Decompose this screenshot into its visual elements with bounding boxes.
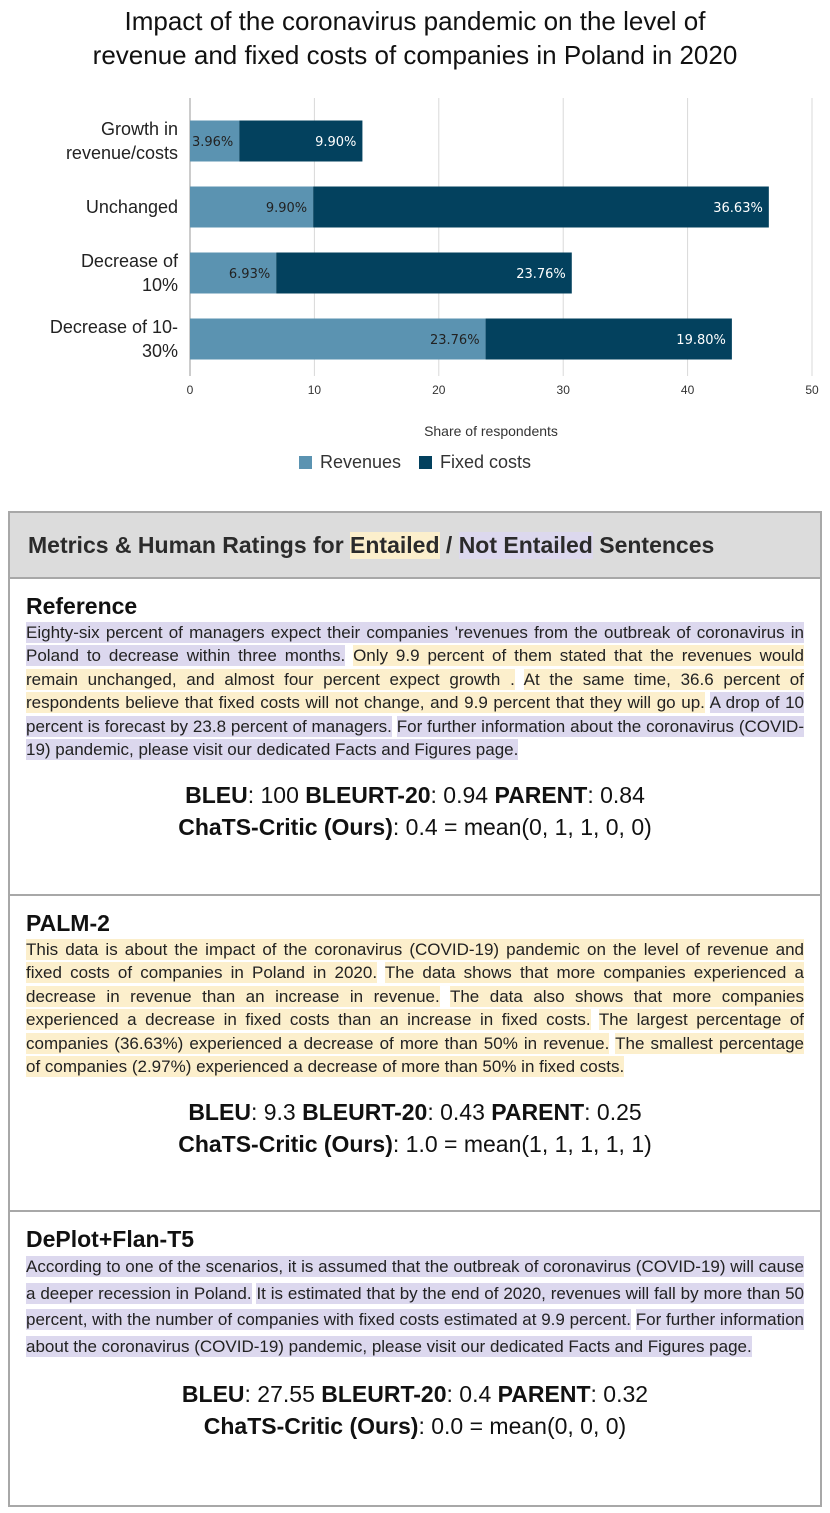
x-tick-label: 0 bbox=[186, 383, 194, 397]
metrics-line-chats bbox=[26, 1128, 804, 1160]
section-ref bbox=[10, 579, 820, 896]
bar-data-label: 23.76% bbox=[516, 267, 566, 282]
category-label-line: revenue/costs bbox=[65, 143, 178, 163]
bleu-value: : 27.55 bbox=[244, 1381, 322, 1407]
bleu-value: : 100 bbox=[247, 782, 306, 809]
metrics-block bbox=[26, 1096, 804, 1160]
bar-data-label: 23.76% bbox=[429, 333, 480, 348]
category-label bbox=[86, 197, 178, 217]
chats-value: : 1.0 = mean(1, 1, 1, 1, 1) bbox=[392, 1131, 652, 1158]
legend-item-revenues bbox=[299, 452, 401, 473]
bar-data-label: 9.90% bbox=[265, 201, 308, 216]
bleurt-label: BLEURT-20 bbox=[305, 782, 431, 809]
parent-value: : 0.25 bbox=[584, 1099, 642, 1126]
x-tick-label: 30 bbox=[556, 383, 570, 397]
bar-data-label: 9.90% bbox=[315, 135, 357, 150]
chart-legend bbox=[0, 452, 830, 473]
x-tick-label: 20 bbox=[432, 383, 446, 397]
header-suffix: Sentences bbox=[592, 531, 715, 558]
bar-data-label: 19.80% bbox=[676, 333, 726, 348]
parent-label: PARENT bbox=[497, 1381, 591, 1407]
bleu-label: BLEU bbox=[181, 1381, 245, 1407]
ratings-panel bbox=[8, 511, 822, 1507]
parent-label: PARENT bbox=[494, 782, 588, 809]
metrics-line-scores bbox=[26, 1096, 804, 1128]
chats-label: ChaTS-Critic (Ours) bbox=[178, 814, 393, 841]
section-deplot bbox=[10, 1212, 820, 1505]
category-label bbox=[66, 119, 178, 163]
bleu-label: BLEU bbox=[188, 1099, 251, 1126]
not-entailed-sentence: For further information about the coronavirus (COVID-19) pandemic, please visit our dedicated Facts and Figures page. bbox=[26, 1310, 804, 1356]
section-text bbox=[26, 938, 804, 1078]
metrics-block bbox=[26, 1378, 804, 1442]
metrics-line-scores bbox=[26, 779, 804, 811]
bar-data-label: 3.96% bbox=[191, 135, 234, 150]
category-label-line: 30% bbox=[141, 341, 178, 361]
category-label-line: Decrease of 10- bbox=[49, 317, 178, 337]
entailed-sentence: The data shows that more companies experienced a decrease in revenue than an increase in revenue. bbox=[26, 963, 804, 1006]
section-text bbox=[26, 621, 804, 761]
section-palm bbox=[10, 896, 820, 1212]
chart-title bbox=[0, 4, 830, 72]
legend-item-fixed-costs bbox=[419, 452, 531, 473]
section-text bbox=[26, 1254, 804, 1360]
parent-label: PARENT bbox=[491, 1099, 585, 1126]
category-label-line: Decrease of bbox=[80, 251, 178, 271]
entailed-sentence: At the same time, 36.6 percent of respondents believe that fixed costs will not change, and 9.9 percent that they will go up. bbox=[26, 669, 804, 713]
category-label-line: Growth in bbox=[100, 119, 178, 139]
bar-data-label: 36.63% bbox=[713, 201, 763, 216]
x-axis-label: Share of respondents bbox=[424, 423, 558, 439]
chart-title-line-1: Impact of the coronavirus pandemic on the level of bbox=[124, 6, 706, 36]
section-title: DePlot+Flan-T5 bbox=[26, 1226, 195, 1252]
header-entailed: Entailed bbox=[350, 531, 440, 558]
not-entailed-sentence: Eighty-six percent of managers expect their companies 'revenues from the outbreak of coronavirus in Poland to decrease within three months. bbox=[26, 623, 804, 666]
entailed-sentence: This data is about the impact of the coronavirus (COVID-19) pandemic on the level of revenue and fixed costs of companies in Poland in 2020. bbox=[26, 940, 804, 983]
bleurt-value: : 0.94 bbox=[430, 782, 495, 809]
not-entailed-sentence: A drop of 10 percent is forecast by 23.8 percent of managers. bbox=[26, 693, 804, 736]
legend-label-fixed-costs: Fixed costs bbox=[440, 452, 532, 472]
bleu-label: BLEU bbox=[185, 782, 248, 809]
chats-value: : 0.0 = mean(0, 0, 0) bbox=[418, 1413, 627, 1439]
section-title: Reference bbox=[26, 593, 138, 619]
bleurt-value: : 0.4 bbox=[446, 1381, 498, 1407]
chats-value: : 0.4 = mean(0, 1, 1, 0, 0) bbox=[392, 814, 652, 841]
entailed-sentence: The largest percentage of companies (36.63%) experienced a decrease of more than 50% in revenue. bbox=[26, 1010, 804, 1053]
category-label bbox=[81, 251, 179, 295]
category-label bbox=[50, 317, 178, 361]
metrics-block bbox=[26, 779, 804, 843]
chats-label: ChaTS-Critic (Ours) bbox=[178, 1131, 393, 1158]
bleurt-value: : 0.43 bbox=[427, 1099, 492, 1126]
metrics-line-scores bbox=[26, 1378, 804, 1410]
entailed-sentence: The smallest percentage of companies (2.97%) experienced a decrease of more than 50% in fixed costs. bbox=[26, 1033, 805, 1077]
bleurt-label: BLEURT-20 bbox=[302, 1099, 428, 1126]
bleurt-label: BLEURT-20 bbox=[321, 1381, 447, 1407]
bar-fixed-costs bbox=[313, 187, 769, 228]
legend-label-revenues: Revenues bbox=[319, 452, 402, 472]
legend-swatch-revenues bbox=[299, 456, 312, 469]
legend-swatch-fixed-costs bbox=[419, 456, 432, 469]
header-prefix: Metrics & Human Ratings for bbox=[28, 531, 351, 558]
bleu-value: : 9.3 bbox=[250, 1099, 303, 1126]
x-tick-label: 40 bbox=[680, 383, 695, 397]
x-tick-label: 10 bbox=[307, 383, 322, 397]
x-tick-label: 50 bbox=[805, 383, 819, 397]
not-entailed-sentence: It is estimated that by the end of 2020, revenues will fall by more than 50 percent, with the number of companies with fixed costs estimated at 9.9 percent. bbox=[26, 1283, 804, 1329]
entailed-sentence: The data also shows that more companies experienced a decrease in fixed costs than an increase in fixed costs. bbox=[26, 986, 805, 1030]
category-label-line: 10% bbox=[141, 275, 178, 295]
chats-label: ChaTS-Critic (Ours) bbox=[203, 1413, 419, 1439]
bar-chart bbox=[0, 90, 830, 446]
header-not-entailed: Not Entailed bbox=[458, 531, 593, 558]
category-label-line: Unchanged bbox=[85, 197, 178, 217]
not-entailed-sentence: For further information about the coronavirus (COVID-19) pandemic, please visit our dedicated Facts and Figures page. bbox=[26, 716, 804, 760]
not-entailed-sentence: According to one of the scenarios, it is assumed that the outbreak of coronavirus (COVID-19) will cause a deeper recession in Poland. bbox=[26, 1257, 804, 1303]
header-separator: / bbox=[439, 531, 459, 558]
parent-value: : 0.84 bbox=[587, 782, 645, 809]
bar-data-label: 6.93% bbox=[228, 267, 271, 282]
parent-value: : 0.32 bbox=[590, 1381, 649, 1407]
panel-header bbox=[10, 513, 820, 579]
metrics-line-chats bbox=[26, 811, 804, 843]
section-title: PALM-2 bbox=[26, 910, 110, 936]
metrics-line-chats bbox=[26, 1410, 804, 1442]
chart-title-line-2: revenue and fixed costs of companies in Poland in 2020 bbox=[92, 40, 738, 70]
entailed-sentence: Only 9.9 percent of them stated that the revenues would remain unchanged, and almost four percent expect growth . bbox=[26, 646, 804, 689]
